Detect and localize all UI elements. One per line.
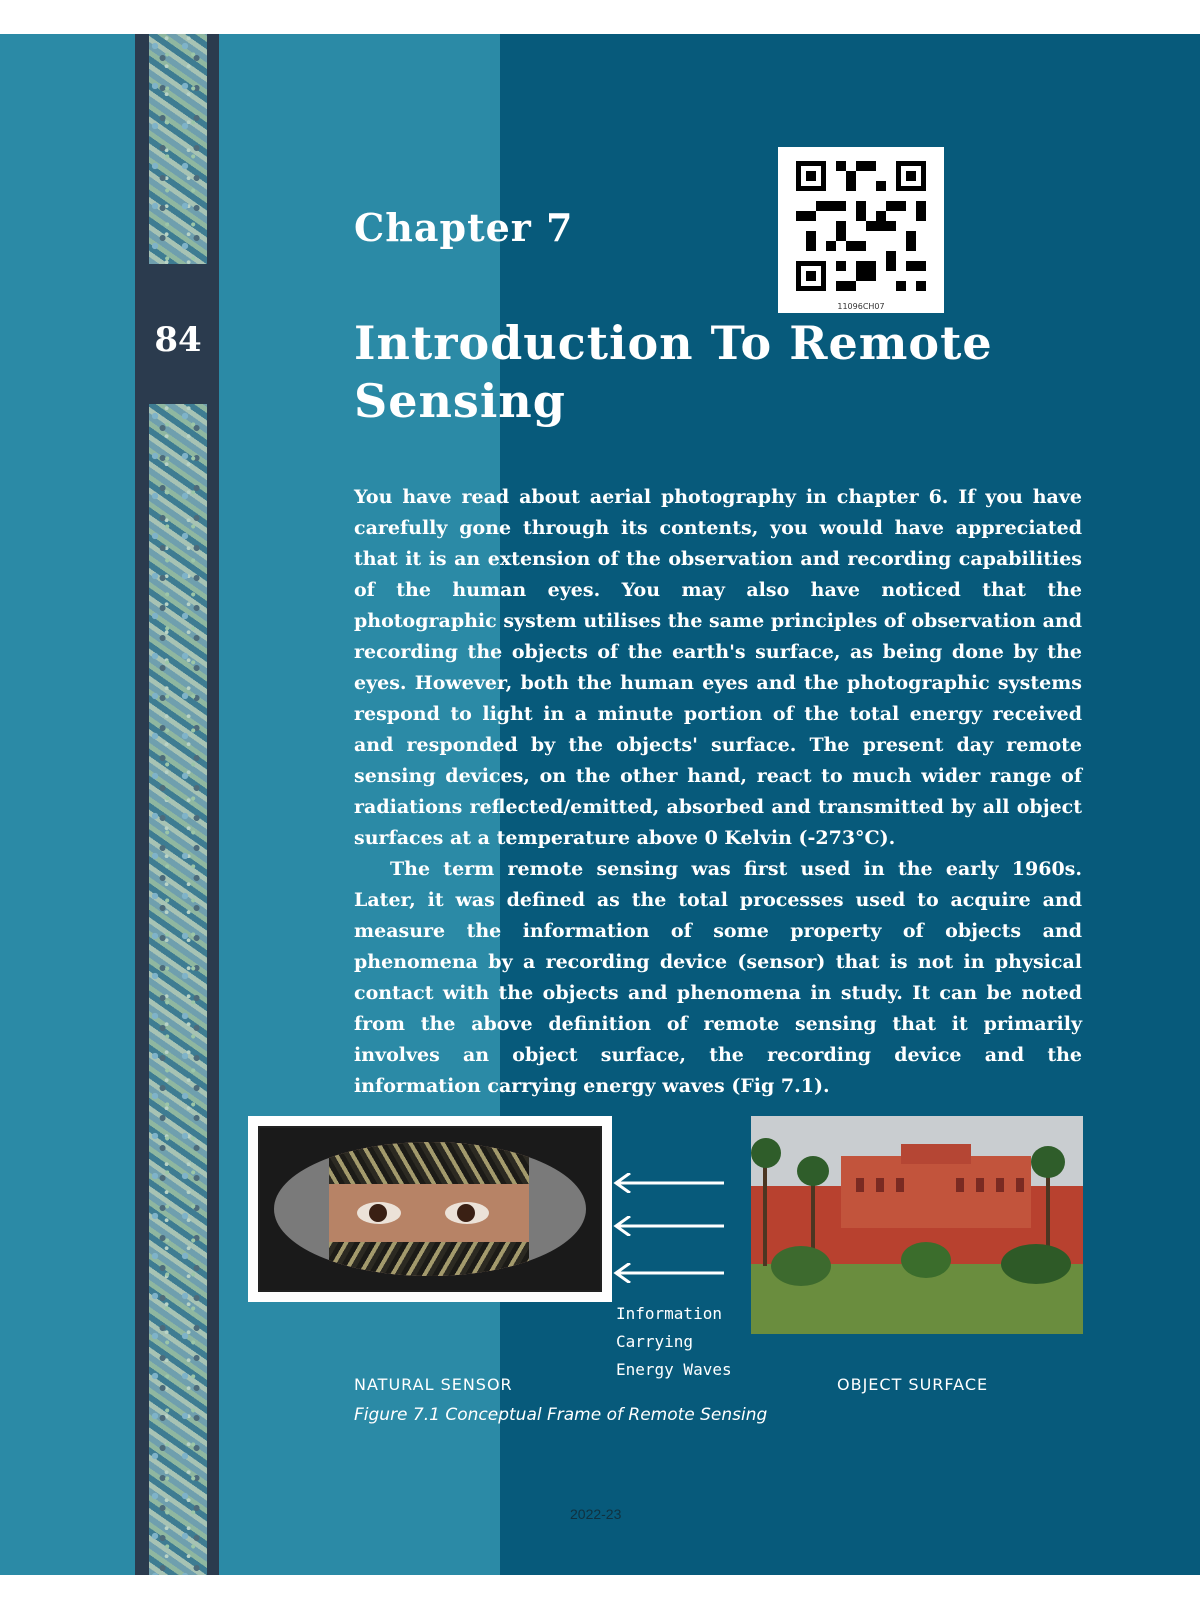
energy-arrow-icon: [612, 1216, 724, 1236]
chapter-title: Introduction To Remote Sensing: [354, 316, 993, 428]
chapter-body: [354, 482, 1082, 1102]
chapter-label: Chapter 7: [354, 205, 574, 250]
qr-code-id: 11096CH07: [837, 302, 885, 311]
paragraph-1: You have read about aerial photography in chapter 6. If you have carefully gone through its contents, you would have appreciated that it is an extension of the observation and recording capabilities of the human eyes. You may also have noticed that the photographic system utilises the same principles of observation and recording the objects of the earth's surface, as being done by the eyes. However, both the human eyes and the photographic systems respond to light in a minute portion of the total energy received and responded by the objects' surface. The present day remote sensing devices, on the other hand, react to much wider range of radiations reflected/emitted, absorbed and transmitted by all object surfaces at a temperature above 0 Kelvin (-273°C).: [354, 486, 1082, 849]
page-number: 84: [154, 320, 202, 360]
eye-left: [357, 1202, 401, 1224]
object-surface-image: [751, 1116, 1083, 1334]
object-surface-label: OBJECT SURFACE: [837, 1375, 989, 1394]
satellite-image-strip-top: [149, 34, 207, 264]
paragraph-2: The term remote sensing was first used in the early 1960s. Later, it was defined as the total processes used to acquire and measure the information of some property of objects and phenomena by a recording device (sensor) that is not in physical contact with the objects and phenomena in study. It can be noted from the above definition of remote sensing that it primarily involves an object surface, the recording device and the information carrying energy waves (Fig 7.1).: [354, 858, 1082, 1097]
natural-sensor-image: [248, 1116, 612, 1302]
natural-sensor-label: NATURAL SENSOR: [354, 1375, 513, 1394]
figure-caption: Figure 7.1 Conceptual Frame of Remote Sensing: [354, 1405, 768, 1425]
satellite-image-strip-bottom: [149, 404, 207, 1575]
footer-year: 2022-23: [570, 1506, 622, 1522]
qr-pattern: [796, 161, 926, 291]
eye-right: [445, 1202, 489, 1224]
energy-waves-label: Information Carrying Energy Waves: [616, 1304, 732, 1379]
qr-code[interactable]: [778, 147, 944, 313]
energy-arrow-icon: [612, 1263, 724, 1283]
energy-arrow-icon: [612, 1173, 724, 1193]
